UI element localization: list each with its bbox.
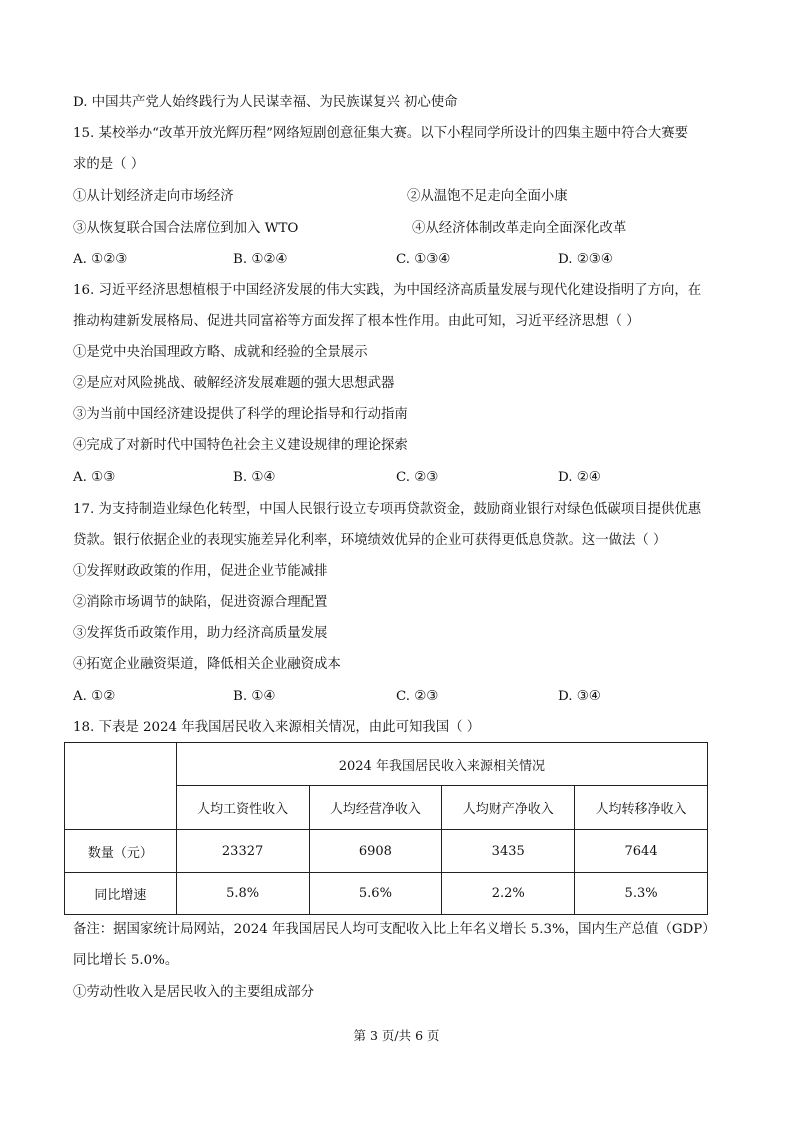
q17-stem-line1: 17. 为支持制造业绿色化转型，中国人民银行设立专项再贷款资金，鼓励商业银行对绿色低碳项目提供优惠 [73, 502, 702, 517]
q15-stem-line1: 15. 某校举办“改革开放光辉历程”网络短剧创意征集大赛。以下小程同学所设计的四集主题中符合大赛要 [73, 126, 689, 141]
q16-item-1: ①是党中央治国理政方略、成就和经验的全景展示 [73, 345, 368, 360]
table-cell: 5.6% [309, 873, 442, 915]
q16-option-c: C. ②③ [396, 470, 439, 485]
table-cell: 5.3% [575, 873, 708, 915]
table-cell: 7644 [575, 830, 708, 873]
q16-stem-line1: 16. 习近平经济思想植根于中国经济发展的伟大实践，为中国经济高质量发展与现代化建设指明了方向，在 [73, 283, 702, 298]
q15-item-2: ②从温饱不足走向全面小康 [407, 189, 568, 204]
q15-stem-line2: 求的是（ ） [73, 157, 145, 172]
table-cell: 5.8% [176, 873, 309, 915]
table-header-property: 人均财产净收入 [442, 786, 575, 830]
q16-stem-line2: 推动构建新发展格局、促进共同富裕等方面发挥了根本性作用。由此可知，习近平经济思想（ ） [73, 314, 640, 329]
income-table [64, 742, 708, 915]
q16-option-b: B. ①④ [233, 470, 276, 485]
table-row-label: 数量（元） [65, 830, 177, 873]
q17-item-2: ②消除市场调节的缺陷，促进资源合理配置 [73, 595, 328, 610]
q15-option-d: D. ②③④ [558, 252, 613, 267]
table-row [65, 830, 708, 873]
q17-item-3: ③发挥货币政策作用，助力经济高质量发展 [73, 626, 328, 641]
q15-item-3: ③从恢复联合国合法席位到加入 WTO [73, 221, 299, 236]
q14-option-d: D. 中国共产党人始终践行为人民谋幸福、为民族谋复兴 初心使命 [73, 95, 458, 110]
q18-stem: 18. 下表是 2024 年我国居民收入来源相关情况，由此可知我国（ ） [73, 720, 481, 735]
q15-option-b: B. ①②④ [233, 252, 288, 267]
table-corner-cell [65, 743, 177, 830]
q16-option-d: D. ②④ [558, 470, 601, 485]
table-cell: 2.2% [442, 873, 575, 915]
q17-option-c: C. ②③ [396, 689, 439, 704]
table-header-transfer: 人均转移净收入 [575, 786, 708, 830]
q17-item-1: ①发挥财政政策的作用，促进企业节能减排 [73, 564, 328, 579]
q18-note-line1: 备注：据国家统计局网站，2024 年我国居民人均可支配收入比上年名义增长 5.3%，国内生产总值（GDP） [73, 922, 716, 937]
q15-option-c: C. ①③④ [396, 252, 451, 267]
q16-item-4: ④完成了对新时代中国特色社会主义建设规律的理论探索 [73, 438, 408, 453]
q17-option-b: B. ①④ [233, 689, 276, 704]
table-header-wage: 人均工资性收入 [176, 786, 309, 830]
q18-note-line2: 同比增长 5.0%。 [73, 953, 179, 968]
q16-item-3: ③为当前中国经济建设提供了科学的理论指导和行动指南 [73, 407, 408, 422]
q16-option-a: A. ①③ [73, 470, 116, 485]
table-title: 2024 年我国居民收入来源相关情况 [176, 743, 707, 786]
q18-item-1: ①劳动性收入是居民收入的主要组成部分 [73, 985, 315, 1000]
q15-item-1: ①从计划经济走向市场经济 [73, 189, 234, 204]
page-footer: 第 3 页/共 6 页 [353, 1028, 440, 1043]
q17-option-a: A. ①② [73, 689, 116, 704]
q17-item-4: ④拓宽企业融资渠道，降低相关企业融资成本 [73, 657, 341, 672]
q17-option-d: D. ③④ [558, 689, 601, 704]
q15-option-a: A. ①②③ [73, 252, 128, 267]
table-row-label: 同比增速 [65, 873, 177, 915]
table-cell: 6908 [309, 830, 442, 873]
table-row [65, 873, 708, 915]
table-header-business: 人均经营净收入 [309, 786, 442, 830]
q15-item-4: ④从经济体制改革走向全面深化改革 [412, 221, 627, 236]
q17-stem-line2: 贷款。银行依据企业的表现实施差异化利率，环境绩效优异的企业可获得更低息贷款。这一做法（ ） [73, 533, 667, 548]
table-cell: 3435 [442, 830, 575, 873]
q16-item-2: ②是应对风险挑战、破解经济发展难题的强大思想武器 [73, 376, 395, 391]
table-cell: 23327 [176, 830, 309, 873]
